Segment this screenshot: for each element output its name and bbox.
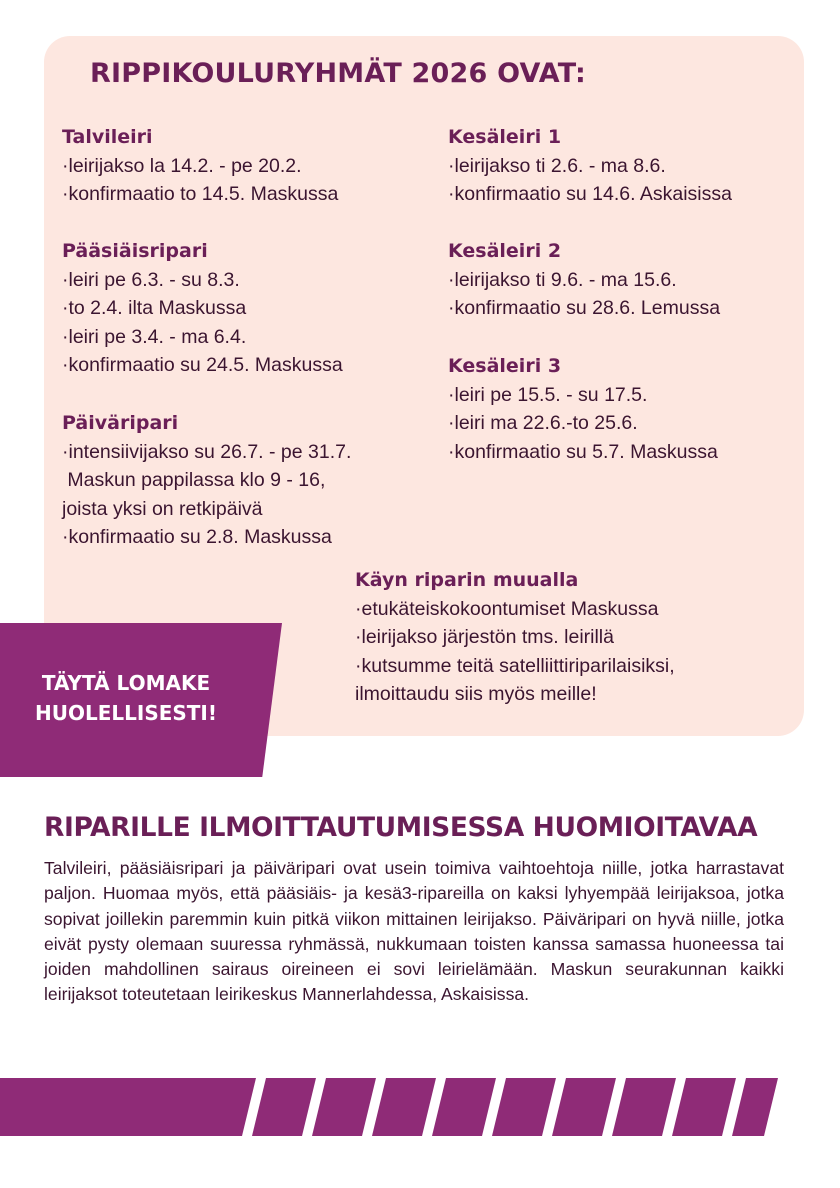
- callout-line: HUOLELLISESTI!: [35, 701, 217, 725]
- callout-line: TÄYTÄ LOMAKE: [41, 671, 211, 695]
- stripe: [672, 1078, 736, 1136]
- group-line: ·leirijakso järjestön tms. leirillä: [355, 626, 614, 648]
- group-heading: Pääsiäisripari: [62, 240, 208, 262]
- stripe: [612, 1078, 676, 1136]
- section-title: RIPARILLE ILMOITTAUTUMISESSA HUOMIOITAVAA: [44, 812, 758, 843]
- stripe: [492, 1078, 556, 1136]
- group-heading: Talvileiri: [62, 126, 153, 148]
- callout-text: [0, 668, 252, 728]
- group-line: ·leiri ma 22.6.-to 25.6.: [448, 412, 638, 434]
- group-heading: Päiväripari: [62, 412, 179, 434]
- decorative-stripe-band: [0, 1078, 840, 1136]
- group-line: joista yksi on retkipäivä: [62, 497, 263, 520]
- group-line: ·to 2.4. ilta Maskussa: [62, 297, 247, 319]
- group-line: ·konfirmaatio su 14.6. Askaisissa: [448, 183, 732, 205]
- group-line: ·etukäteiskokoontumiset Maskussa: [355, 597, 659, 620]
- card-title: RIPPIKOULURYHMÄT 2026 OVAT:: [90, 58, 586, 89]
- group-line: ·leiri pe 15.5. - su 17.5.: [448, 383, 648, 406]
- section-body: Talvileiri, pääsiäisripari ja päiväripari ovat usein toimiva vaihtoehtoja niille, jotka harrastavat paljon. Huomaa myös, että pääsiäis- ja kesä3-ripareilla on kaksi lyhyempää leirijaksoa, jotka sopivat joillekin paremmin kuin pitkä viikon mittainen leirijakso. Päiväripari on hyvä niille, jotka eivät pysty olemaan suuressa ryhmässä, nukkumaan toisten kanssa samassa huoneessa tai joiden mahdollinen sairaus oireineen ei sovi leirielämään. Maskun seurakunnan kaikki leirijaksot toteutetaan leirikeskus Mannerlahdessa, Askaisissa.: [44, 858, 784, 1005]
- stripe: [432, 1078, 496, 1136]
- group-line: ·konfirmaatio su 5.7. Maskussa: [448, 440, 718, 463]
- group-line: ·leirijakso ti 2.6. - ma 8.6.: [448, 154, 666, 177]
- group-heading: Kesäleiri 1: [448, 126, 562, 148]
- group-heading: Kesäleiri 2: [448, 240, 562, 262]
- stripe: [552, 1078, 616, 1136]
- stripe: [312, 1078, 376, 1136]
- group-kesaleiri-2: [448, 237, 720, 323]
- group-kesaleiri-1: [448, 123, 732, 209]
- stripe: [252, 1078, 316, 1136]
- group-line: ·kutsumme teitä satelliittiriparilaisiksi,: [355, 654, 675, 677]
- group-line: ·konfirmaatio to 14.5. Maskussa: [62, 183, 339, 205]
- stripe-bar-long: [0, 1078, 256, 1136]
- group-line: ·leiri pe 6.3. - su 8.3.: [62, 268, 240, 291]
- group-paivaripari: [62, 409, 351, 552]
- group-line: ·konfirmaatio su 28.6. Lemussa: [448, 297, 721, 319]
- group-paasiaisripari: [62, 237, 343, 380]
- group-line: ·leirijakso ti 9.6. - ma 15.6.: [448, 268, 677, 291]
- stripe: [372, 1078, 436, 1136]
- group-talvileiri: [62, 123, 338, 209]
- group-line: ·konfirmaatio su 24.5. Maskussa: [62, 354, 343, 376]
- group-line: ·konfirmaatio su 2.8. Maskussa: [62, 526, 332, 548]
- group-heading: Kesäleiri 3: [448, 355, 562, 377]
- group-line: ilmoittaudu siis myös meille!: [355, 683, 597, 705]
- stripe: [732, 1078, 778, 1136]
- group-kesaleiri-3: [448, 352, 718, 466]
- group-line: Maskun pappilassa klo 9 - 16,: [62, 469, 326, 491]
- group-line: ·leirijakso la 14.2. - pe 20.2.: [62, 154, 302, 177]
- group-line: ·leiri pe 3.4. - ma 6.4.: [62, 325, 247, 348]
- group-heading: Käyn riparin muualla: [355, 569, 579, 591]
- group-elsewhere: [355, 566, 675, 709]
- group-line: ·intensiivijakso su 26.7. - pe 31.7.: [62, 440, 352, 463]
